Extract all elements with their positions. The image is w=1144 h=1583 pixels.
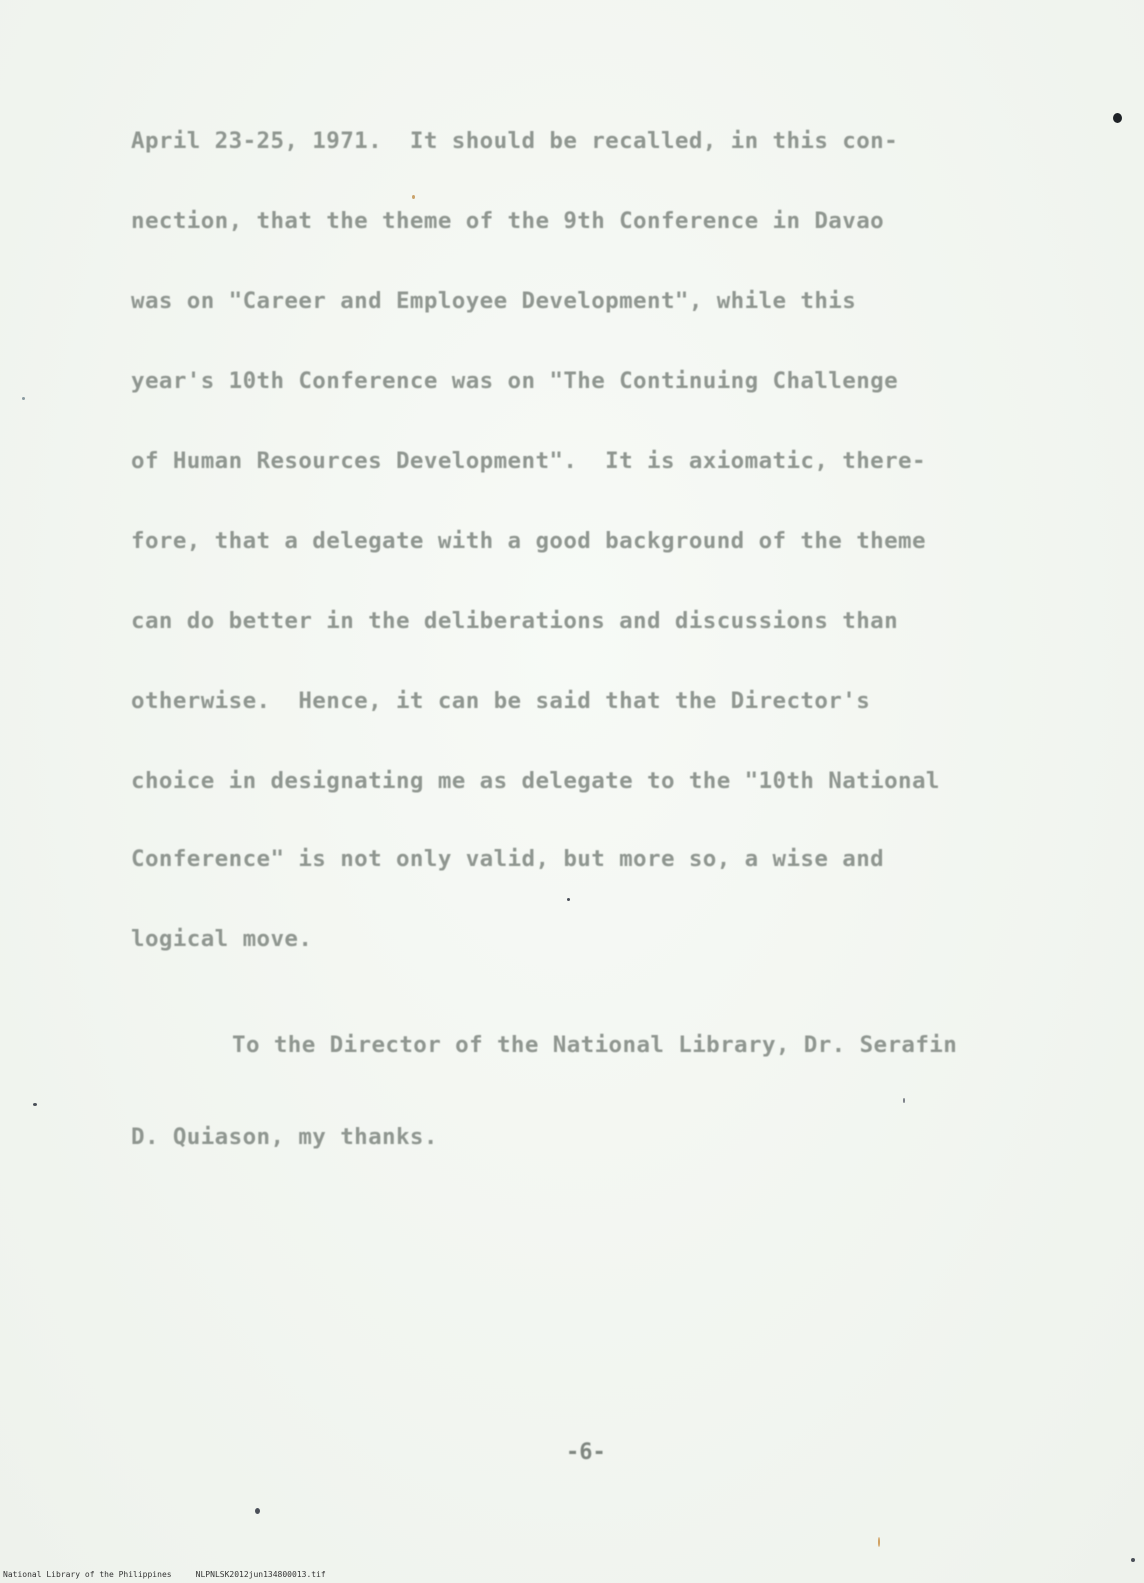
body-line-7: can do better in the deliberations and discussions than — [131, 608, 899, 634]
ink-speck — [33, 1103, 37, 1106]
footer-filename: NLPNLSK2012jun134800013.tif — [195, 1570, 326, 1579]
footer-archive: National Library of the Philippines — [3, 1570, 172, 1579]
body-line-3: was on "Career and Employee Development", while this — [131, 288, 857, 314]
closing-line-1: To the Director of the National Library, Dr. Serafin — [232, 1032, 958, 1058]
body-line-4: year's 10th Conference was on "The Continuing Challenge — [131, 368, 899, 394]
body-line-1: April 23-25, 1971. It should be recalled, in this con- — [131, 128, 899, 154]
ink-speck — [22, 397, 25, 400]
ink-speck — [903, 1098, 905, 1103]
scan-footer — [3, 1570, 326, 1579]
body-line-10: Conference" is not only valid, but more so, a wise and — [131, 846, 885, 872]
body-line-5: of Human Resources Development". It is axiomatic, there- — [131, 448, 926, 474]
ink-speck — [255, 1508, 260, 1514]
page-number: -6- — [566, 1440, 606, 1465]
ink-speck — [878, 1537, 880, 1547]
ink-speck — [567, 898, 570, 901]
body-line-6: fore, that a delegate with a good background of the theme — [131, 528, 926, 554]
body-line-2: nection, that the theme of the 9th Conference in Davao — [131, 208, 885, 234]
body-line-9: choice in designating me as delegate to the "10th National — [131, 768, 940, 794]
ink-speck — [1131, 1558, 1135, 1562]
body-line-11: logical move. — [131, 926, 313, 952]
ink-speck — [412, 195, 415, 199]
ink-speck — [1113, 113, 1122, 123]
body-line-8: otherwise. Hence, it can be said that the Director's — [131, 688, 871, 714]
closing-line-2: D. Quiason, my thanks. — [131, 1124, 438, 1150]
